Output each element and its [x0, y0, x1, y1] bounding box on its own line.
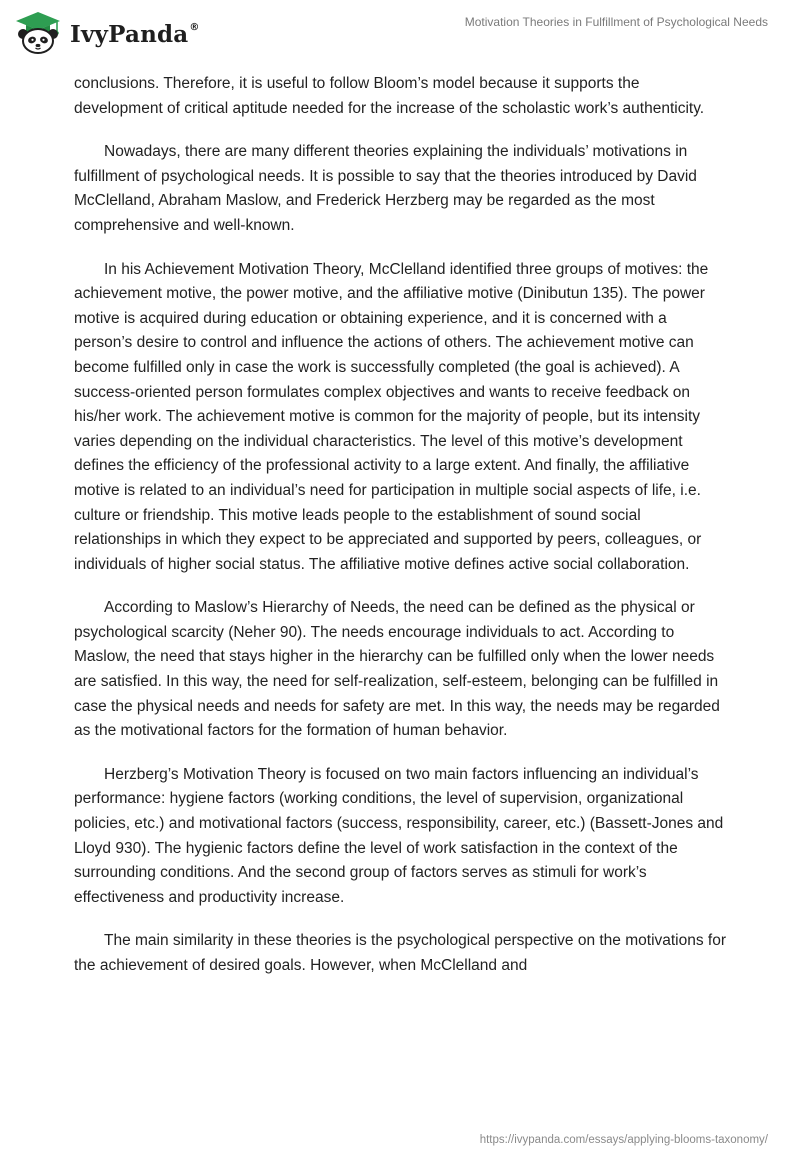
essay-body [74, 72, 729, 998]
paragraph: In his Achievement Motivation Theory, McClelland identified three groups of motives: the achievement motive, the power motive, and the affiliative motive (Dinibutun 135). The power motive is acquired during education or obtaining experience, and it is concerned with a person’s desire to control and influence the actions of others. The achievement motive can become fulfilled only in case the work is successfully completed (the goal is achieved). A success-oriented person formulates complex objectives and wants to receive feedback on his/her work. The achievement motive is common for the majority of people, but its intensity varies depending on the individual characteristics. The level of this motive’s development defines the efficiency of the professional activity to a large extent. And finally, the affiliative motive is related to an individual’s need for participation in multiple social aspects of life, i.e. culture or friendship. This motive leads people to the establishment of sound social relationships in which they expect to be appreciated and supported by peers, colleagues, or individuals of higher social status. The affiliative motive defines active social collaboration. [74, 260, 709, 573]
registered-mark: ® [189, 21, 200, 33]
paragraph: The main similarity in these theories is the psychological perspective on the motivations for the achievement of desired goals. However, when McClelland and [74, 932, 727, 974]
panda-graduation-cap-icon [12, 10, 64, 54]
paragraph: Herzberg’s Motivation Theory is focused on two main factors influencing an individual’s performance: hygiene factors (working conditions, the level of supervision, organizational policies, etc.) and motivational factors (success, responsibility, career, etc.) (Bassett-Jones and Lloyd 930). The hygienic factors define the level of work satisfaction in the context of the surrounding conditions. And the second group of factors serves as stimuli for work’s effectiveness and productivity increase. [74, 765, 724, 906]
paragraph: Nowadays, there are many different theories explaining the individuals’ motivations in fulfillment of psychological needs. It is possible to say that the theories introduced by David McClelland, Abraham Maslow, and Frederick Herzberg may be regarded as the most comprehensive and well-known. [74, 143, 697, 234]
brand-name: IvyPanda® [70, 20, 200, 48]
source-url-link[interactable]: https://ivypanda.com/essays/applying-blooms-taxonomy/ [479, 1134, 768, 1146]
paragraph-continuation: conclusions. Therefore, it is useful to follow Bloom’s model because it supports the development of critical aptitude needed for the increase of the scholastic work’s authenticity. [74, 75, 705, 117]
page-header [0, 0, 800, 62]
document-title: Motivation Theories in Fulfillment of Psychological Needs [464, 15, 768, 29]
ivypanda-logo[interactable] [12, 10, 200, 54]
paragraph: According to Maslow’s Hierarchy of Needs, the need can be defined as the physical or psychological scarcity (Neher 90). The needs encourage individuals to act. According to Maslow, the need that stays higher in the hierarchy can be fulfilled only when the lower needs are satisfied. In this way, the need for self-realization, self-esteem, belonging can be fulfilled in case the physical needs and needs for safety are met. In this way, the needs may be regarded as the motivational factors for the formation of human behavior. [74, 599, 720, 740]
